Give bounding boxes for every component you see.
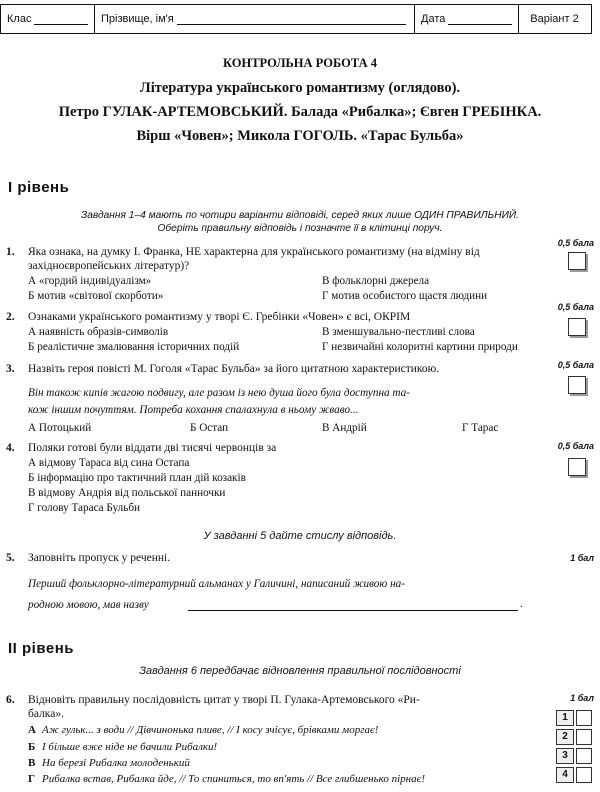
q4-number: 4. (6, 442, 15, 454)
q5-sentence-line-1: Перший фольклорно-літературний альманах у Галичині, написаний живою на- (28, 578, 405, 590)
q3-option-a: А Потоцький (28, 422, 92, 434)
topic-line-1: Література українського романтизму (оглядово). (139, 80, 461, 96)
date-field[interactable] (415, 5, 519, 33)
q1-option-d: Г мотив особистого щастя людини (322, 290, 488, 302)
q6-option-b-text: І більше вже ніде не бачили Рибалки! (42, 741, 218, 753)
level-2-heading: II рівень (8, 640, 74, 657)
q3-option-b: Б Остап (190, 422, 229, 434)
q6-number: 6. (6, 694, 15, 706)
q3-option-c: В Андрій (322, 422, 367, 434)
q6-points: 1 бал (570, 693, 594, 703)
q2-option-b: Б реалістичне змалювання історичних подій (28, 341, 240, 353)
q4-answer-box[interactable] (568, 458, 586, 476)
q2-points: 0,5 бала (557, 302, 594, 312)
q6-option-b: Б І більше вже ніде не бачили Рибалки! (28, 741, 218, 753)
q6-sequence-box-2[interactable] (576, 729, 592, 745)
q5-text: Заповніть пропуск у реченні. (28, 552, 171, 564)
topic-line-2: Петро ГУЛАК-АРТЕМОВСЬКИЙ. Балада «Рибалка»; Євген ГРЕБІНКА. (58, 104, 542, 120)
q6-option-c-text: На березі Рибалка молоденький (42, 757, 190, 769)
date-label: Дата (421, 13, 446, 25)
header-row (0, 4, 592, 34)
q4-text: Поляки готові були віддати дві тисячі червонців за (28, 442, 277, 454)
q6-sequence-box-4[interactable] (576, 767, 592, 783)
q3-quote-line-2: кож іншим почуттям. Потреба кохання спалахнула в ньому жваво... (28, 404, 359, 416)
q6-sequence-number-2: 2 (556, 729, 574, 745)
variant-label: Варіант 2 (530, 13, 579, 25)
q1-text: Яка ознака, на думку І. Франка, НЕ характерна для українського романтизму (на відміну від західноєвропейських літератур)? (28, 246, 480, 272)
q3-quote-line-1: Він також кипів жагою подвигу, але разом із нею душа його була доступна та- (28, 387, 410, 399)
q2-option-c: В зменшувально-пестливі слова (322, 326, 475, 338)
q3-number: 3. (6, 363, 15, 375)
q6-text-line-2: балка». (28, 708, 64, 720)
name-label: Прізвище, ім'я (101, 13, 174, 25)
topic-line-3: Вірш «Човен»; Микола ГОГОЛЬ. «Тарас Бульба» (136, 128, 464, 144)
q2-answer-box[interactable] (568, 318, 586, 336)
q6-option-d: Г Рибалка встав, Рибалка йде, // То спиниться, то вп'ять // Все глибшенько пірнає! (28, 773, 426, 785)
q1-number: 1. (6, 246, 15, 258)
level-1-heading: I рівень (8, 179, 70, 196)
q5-instruction: У завданні 5 дайте стислу відповідь. (203, 530, 397, 542)
q1-option-b: Б мотив «світової скорботи» (28, 290, 164, 302)
q3-points: 0,5 бала (557, 360, 594, 370)
class-field[interactable] (1, 5, 95, 33)
level-1-instruction-1: Завдання 1–4 мають по чотири варіанти відповіді, серед яких лише ОДИН ПРАВИЛЬНИЙ. (80, 210, 520, 221)
q4-points: 0,5 бала (557, 441, 594, 451)
q6-sequence-box-3[interactable] (576, 748, 592, 764)
q2-option-a: А наявність образів-символів (28, 326, 169, 338)
q4-option-b: Б інформацію про тактичний план дій козаків (28, 472, 246, 484)
q2-option-d: Г незвичайні колоритні картини природи (322, 341, 518, 353)
q6-sequence-number-4: 4 (556, 767, 574, 783)
name-field[interactable] (95, 5, 415, 33)
q6-option-d-text: Рибалка встав, Рибалка йде, // То спиниться, то вп'ять // Все глибшенько пірнає! (42, 773, 426, 785)
q1-answer-box[interactable] (568, 252, 586, 270)
q5-sentence-line-2: родною мовою, мав назву (28, 599, 149, 611)
q3-answer-box[interactable] (568, 376, 586, 394)
class-label: Клас (7, 13, 32, 25)
q6-option-c: В На березі Рибалка молоденький (28, 757, 190, 769)
q5-points: 1 бал (570, 553, 594, 563)
q6-text-line-1: Відновіть правильну послідовність цитат у творі П. Гулака-Артемовського «Ри- (28, 694, 420, 706)
q2-text: Ознаками українського романтизму у творі Є. Гребінки «Човен» є всі, ОКРІМ (28, 311, 411, 323)
q5-answer-line[interactable] (188, 598, 518, 611)
q5-answer-period: . (520, 598, 523, 610)
q3-text: Назвіть героя повісті М. Гоголя «Тарас Бульба» за його цитатною характеристикою. (28, 363, 440, 375)
q1-points: 0,5 бала (557, 238, 594, 248)
q2-number: 2. (6, 311, 15, 323)
q1-option-a: А «гордий індивідуалізм» (28, 275, 152, 287)
q4-option-a: А відмову Тараса від сина Остапа (28, 457, 190, 469)
q1-option-c: В фольклорні джерела (322, 275, 430, 287)
q6-sequence-number-3: 3 (556, 748, 574, 764)
q6-option-a-text: Аж гульк... з води // Дівчинонька пливе, // І косу зчісує, брівками моргає! (42, 724, 379, 736)
level-2-instruction: Завдання 6 передбачає відновлення правильної послідовності (139, 665, 461, 677)
q4-option-d: Г голову Тараса Бульби (28, 502, 141, 514)
work-title: КОНТРОЛЬНА РОБОТА 4 (223, 56, 377, 70)
level-1-instruction-2: Оберіть правильну відповідь і позначте її в клітинці поруч. (157, 223, 443, 234)
q4-option-c: В відмову Андрія від польської панночки (28, 487, 226, 499)
q3-option-d: Г Тарас (462, 422, 499, 434)
q6-sequence-number-1: 1 (556, 710, 574, 726)
q6-sequence-box-1[interactable] (576, 710, 592, 726)
q6-option-a: А Аж гульк... з води // Дівчинонька пливе, // І косу зчісує, брівками моргає! (28, 724, 379, 736)
q5-number: 5. (6, 552, 15, 564)
